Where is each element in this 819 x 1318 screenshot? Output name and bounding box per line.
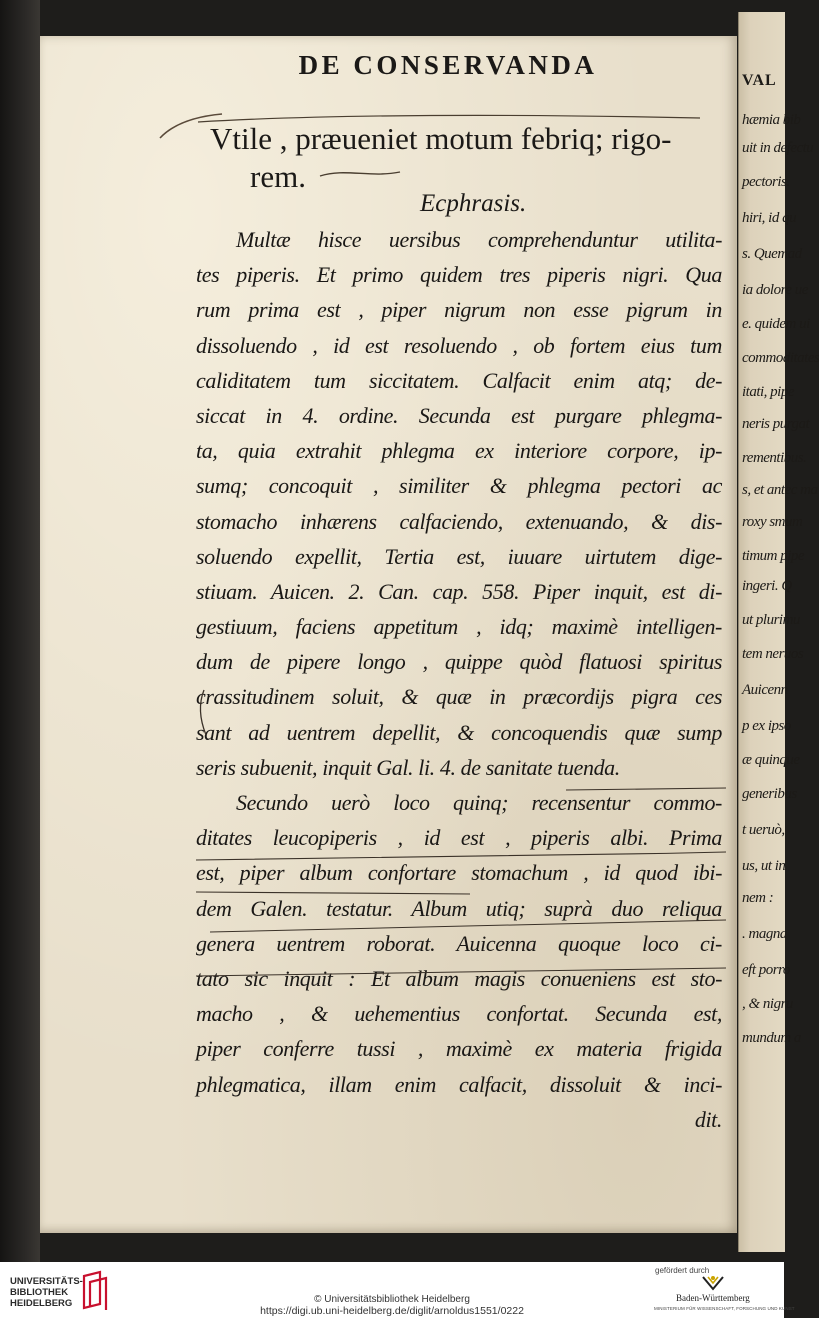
text-line: ditates leucopiperis , id est , piperis albi. Prima [196, 825, 722, 851]
next-page-fragment: rementibus. [742, 450, 807, 466]
next-page-fragment: hiri, id qu [742, 210, 797, 226]
text-line: tes piperis. Et primo quidem tres piperis nigri. Qua [196, 262, 722, 288]
text-line: tato sic inquit : Et album magis conueniens est sto- [196, 965, 722, 991]
text-line: soluendo expellit, Tertia est, iuuare uirtutem dige- [196, 543, 722, 569]
logo-line-1: UNIVERSITÄTS- [10, 1276, 83, 1287]
verse-line-2: rem. [250, 159, 306, 194]
next-page-fragment: ingeri. Q [742, 578, 792, 594]
next-page-fragment: commoditates [742, 350, 819, 366]
text-line: macho , & uehementius confortat. Secunda est, [196, 1001, 722, 1027]
text-line: stomacho inhærens calfaciendo, extenuando, & dis- [196, 508, 722, 534]
funded-by-label: gefördert durch [655, 1266, 710, 1275]
next-page-fragment: nem : [742, 890, 774, 906]
text-line: sumq; concoquit , similiter & phlegma pectori ac [196, 473, 722, 499]
next-page-fragment: uit in defectu [742, 140, 814, 156]
next-page-fragment: , & nigru [742, 996, 793, 1012]
text-line: genera uentrem roborat. Auicenna quoque loco ci- [196, 930, 722, 956]
baden-wuerttemberg-crest-icon [700, 1274, 726, 1292]
next-page-fragment: timum pipe [742, 548, 805, 564]
next-page-fragment: s, et antec ma [742, 482, 818, 498]
text-line: piper conferre tussi , maximè ex materia frigida [196, 1036, 722, 1062]
next-page-fragment: us, ut in [742, 858, 786, 874]
sponsor-name: Baden-Württemberg [676, 1293, 750, 1303]
next-page-fragment: generibus [742, 786, 797, 802]
next-page-fragment: ut plurimu [742, 612, 800, 628]
text-line: siccat in 4. ordine. Secunda est purgare phlegma- [196, 402, 722, 428]
next-page-fragment: itati, pipe [742, 384, 794, 400]
page-url[interactable]: https://digi.ub.uni-heidelberg.de/diglit/arnoldus1551/0222 [260, 1305, 524, 1317]
next-page-fragment: roxy smum [742, 514, 803, 530]
text-line: phlegmatica, illam enim calfacit, dissoluit & inci- [196, 1071, 722, 1097]
logo-line-3: HEIDELBERG [10, 1298, 73, 1309]
next-page-fragment: hæmia bib [742, 112, 801, 128]
next-page-fragment: t ueruò, [742, 822, 785, 838]
text-line: seris subuenit, inquit Gal. li. 4. de sanitate tuenda. [196, 754, 620, 780]
text-line: ta, quia extrahit phlegma ex interiore corpore, ip- [196, 438, 722, 464]
next-page-fragment: pectoris. [742, 174, 790, 190]
next-page-fragment: Auicenn [742, 682, 788, 698]
text-line: crassitudinem soluit, & quæ in præcordijs pigra ces [196, 684, 722, 710]
next-page-fragment: . magna [742, 926, 787, 942]
text-line: dissoluendo , id est resoluendo , ob fortem eius tum [196, 332, 722, 358]
ministry-name: MINISTERIUM FÜR WISSENSCHAFT, FORSCHUNG UND KUNST [654, 1306, 795, 1311]
next-page-fragment: e. quidem ui [742, 316, 810, 332]
text-line: caliditatem tum siccitatem. Calfacit enim atq; de- [196, 367, 722, 393]
next-page-fragment: mundum a [742, 1030, 801, 1046]
text-line: rum prima est , piper nigrum non esse pigrum in [196, 297, 722, 323]
section-heading: Ecphrasis. [420, 190, 527, 217]
text-line: est, piper album confortare stomachum , id quod ibi- [196, 860, 722, 886]
text-line: Secundo uerò loco quinq; recensentur commo- [236, 790, 722, 815]
next-page-fragment: s. Quemad [742, 246, 802, 262]
verse-line-1: Vtile , præueniet motum febriq; rigo- [210, 121, 672, 156]
footer [0, 1262, 795, 1318]
verse [210, 120, 730, 196]
text-line: Multæ hisce uersibus comprehenduntur utilita- [236, 227, 722, 252]
text-line: dem Galen. testatur. Album utiq; suprà duo reliqua [196, 895, 722, 921]
body-text [196, 222, 722, 1137]
next-page-fragment: ia dolore ue [742, 282, 808, 298]
copyright-notice: © Universitätsbibliothek Heidelberg [314, 1294, 470, 1305]
next-page-fragment: eft porro [742, 962, 790, 978]
next-page-fragment: æ quinque [742, 752, 800, 768]
text-line: stiuam. Auicen. 2. Can. cap. 558. Piper inquit, est di- [196, 578, 722, 604]
text-line: sant ad uentrem depellit, & concoquendis quæ sump [196, 719, 722, 745]
catchword: dit. [694, 1106, 722, 1132]
next-page-edge [738, 12, 819, 1252]
running-head: DE CONSERVANDA [298, 50, 598, 80]
next-page-fragment: tem neruos [742, 646, 804, 662]
text-line: gestiuum, faciens appetitum , idq; maximè intelligen- [196, 614, 722, 640]
text-line: dum de pipere longo , quippe quòd flatuosi spiritus [196, 649, 722, 675]
next-page-fragment: VAL [742, 72, 777, 89]
book-binding [0, 0, 40, 1262]
next-page-fragment: neris purgat [742, 416, 810, 432]
logo-line-2: BIBLIOTHEK [10, 1287, 69, 1298]
next-page-fragment: p ex ipso [742, 718, 791, 734]
